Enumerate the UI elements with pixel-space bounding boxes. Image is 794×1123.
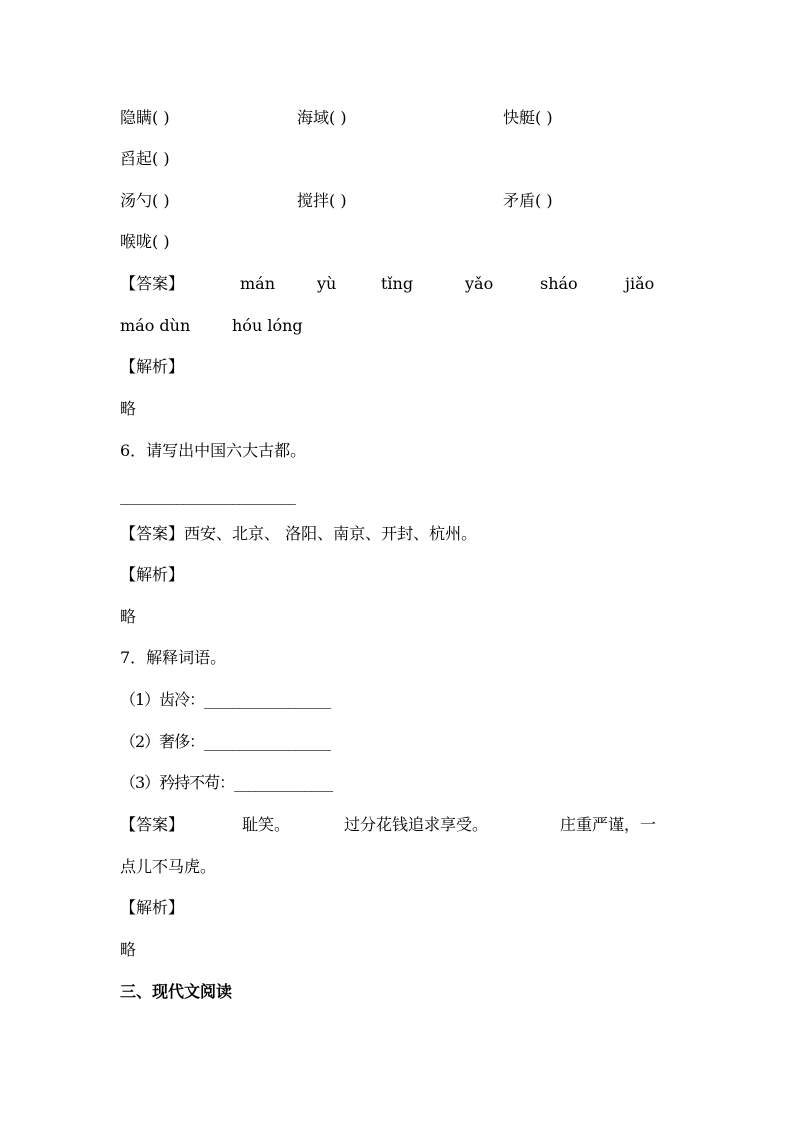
q6-answer-blank: _________________________ (120, 486, 295, 505)
analysis-label: 【解析】 (120, 565, 185, 584)
analysis-text: 略 (120, 607, 137, 626)
section-heading: 三、现代文阅读 (120, 982, 233, 1001)
analysis-label: 【解析】 (120, 898, 185, 917)
q7-question: 7．解释词语。 (120, 648, 227, 667)
q5-word-item: 矛盾( ) (503, 191, 553, 210)
pinyin-answer: máo dùn (120, 316, 191, 335)
answer-label: 【答案】 (120, 274, 185, 293)
analysis-label: 【解析】 (120, 357, 185, 376)
pinyin-answer: mán (240, 274, 276, 293)
q7-answer-line2: 点儿不马虎。 (120, 857, 217, 876)
q6-question: 6．请写出中国六大古都。 (120, 441, 307, 460)
q5-word-item: 舀起( ) (120, 149, 170, 168)
q7-item: （2）奢侈：__________________ (120, 732, 331, 751)
pinyin-answer: yǎo (465, 274, 494, 293)
pinyin-answer: yù (317, 274, 337, 293)
q7-item: （1）齿冷：__________________ (120, 690, 331, 709)
answer-text: 过分花钱追求享受。 (344, 815, 489, 834)
pinyin-answer: hóu lóng (232, 316, 303, 335)
pinyin-answer: jiǎo (625, 274, 655, 293)
answer-label: 【答案】 (120, 524, 185, 543)
pinyin-answer: tǐng (381, 274, 414, 293)
q5-word-item: 海域( ) (297, 108, 347, 127)
analysis-text: 略 (120, 399, 137, 418)
q7-item: （3）矜持不苟：______________ (120, 773, 333, 792)
q5-word-item: 快艇( ) (503, 108, 553, 127)
answer-text: 西安、北京、 洛阳、南京、开封、杭州。 (184, 524, 478, 543)
q5-word-item: 隐瞒( ) (120, 108, 170, 127)
q5-word-item: 搅拌( ) (297, 191, 347, 210)
answer-text: 耻笑。 (242, 815, 291, 834)
q5-word-item: 汤勺( ) (120, 191, 170, 210)
answer-text: 庄重严谨，一 (560, 815, 657, 834)
analysis-text: 略 (120, 940, 137, 959)
answer-label: 【答案】 (120, 815, 185, 834)
q5-word-item: 喉咙( ) (120, 232, 170, 251)
q6-answer (120, 524, 477, 544)
pinyin-answer: sháo (540, 274, 578, 293)
